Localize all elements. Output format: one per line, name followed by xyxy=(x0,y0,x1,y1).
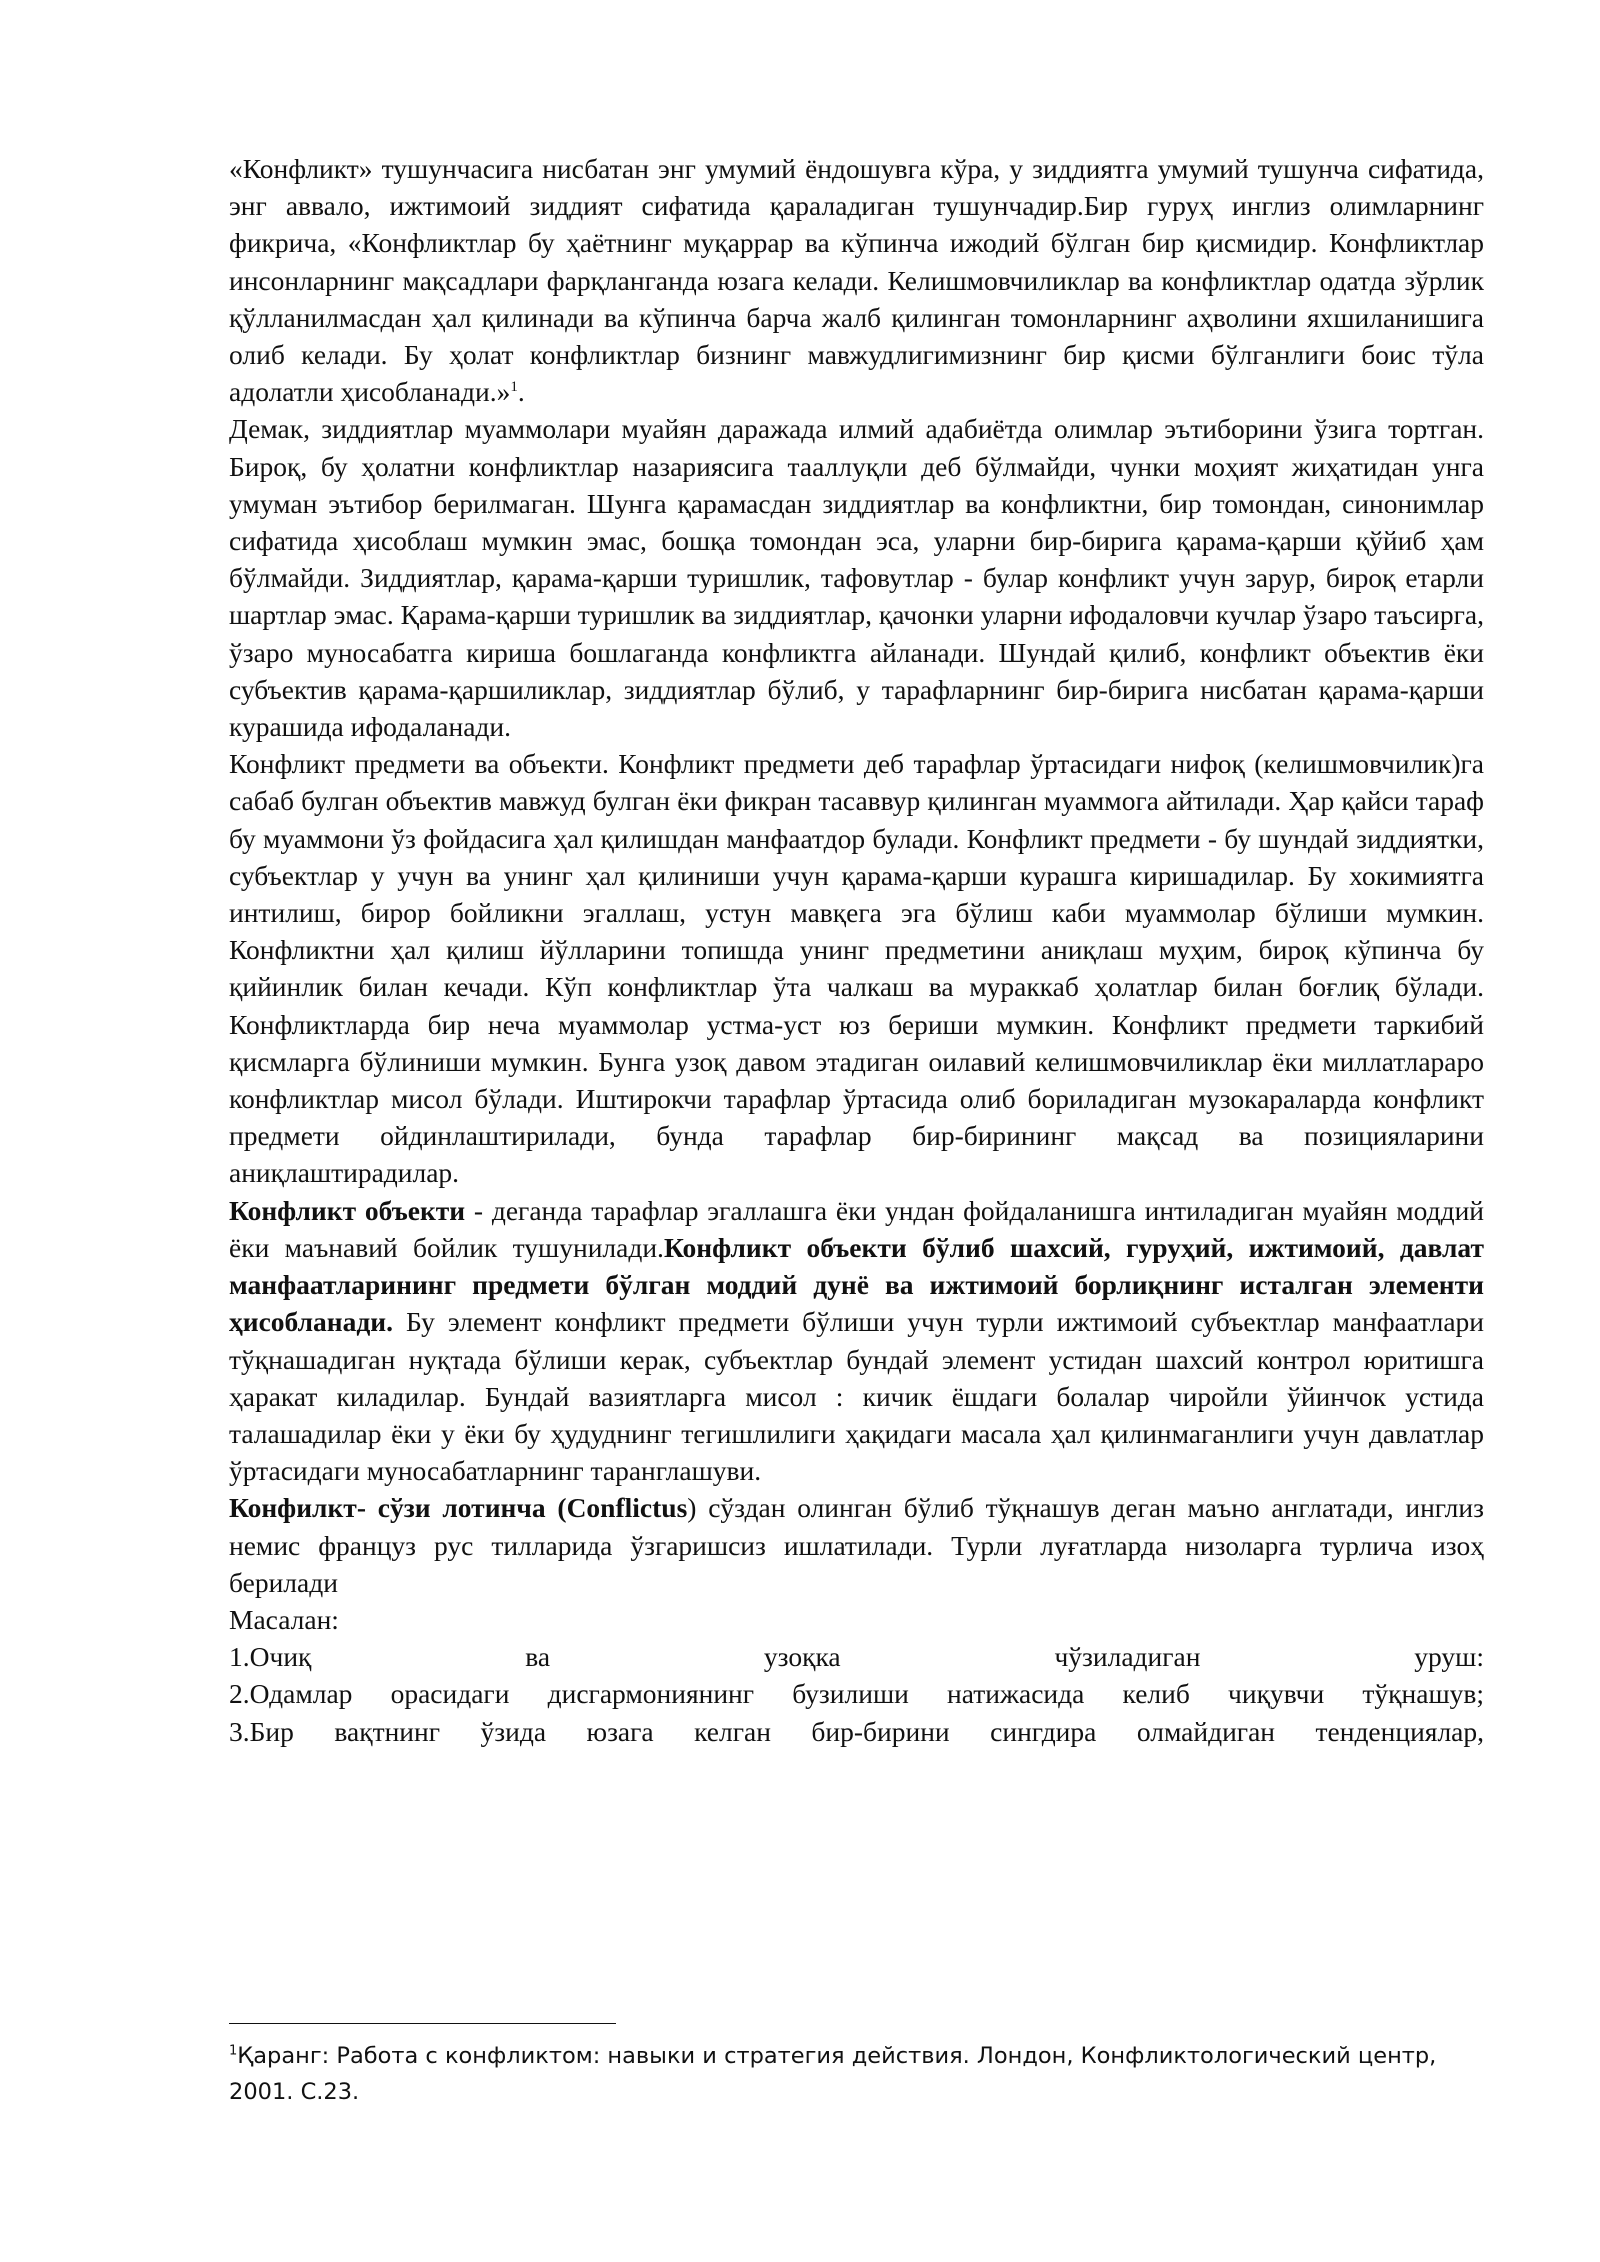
list-item-2: 2.Одамлар орасидаги дисгармониянинг бузилиши натижасида келиб чиқувчи тўқнашув; xyxy=(229,1678,1484,1710)
paragraph-etymology xyxy=(229,1489,1484,1601)
paragraph-conflict-subject: Конфликт предмети ва объекти. Конфликт предмети деб тарафлар ўртасидаги нифоқ (келишмовчилик)га сабаб булган объектив мавжуд булган ёки фикран тасаввур қилинган муаммога айтилади. Ҳар қайси тараф бу муаммони ўз фойдасига ҳал қилишдан манфаатдор булади. Конфликт предмети - бу шундай зиддиятки, субъектлар у учун ва унинг ҳал қилиниши учун қарама-қарши курашга киришадилар. Бу хокимиятга интилиш, бирор бойликни эгаллаш, устун мавқега эга бўлиш каби муаммолар бўлиши мумкин. Конфликтни ҳал қилиш йўлларини топишда унинг предметини аниқлаш муҳим, бироқ кўпинча бу қийинлик билан кечади. Кўп конфликтлар ўта чалкаш ва мураккаб ҳолатлар билан боғлиқ бўлади. Конфликтларда бир неча муаммолар устма-уст юз бериши мумкин. Конфликт предмети таркибий қисмларга бўлиниши мумкин. Бунга узоқ давом этадиган оилавий келишмовчиликлар ёки миллатлараро конфликтлар мисол бўлади. Иштирокчи тарафлар ўртасида олиб бориладиган музокараларда конфликт предмети ойдинлаштирилади, бунда тарафлар бир-бирининг мақсад ва позицияларини аниқлаштирадилар. xyxy=(229,748,1484,1189)
etymology-text: ) сўздан олинган бўлиб тўқнашув деган маъно англатади, инглиз немис француз рус тилларида ўзгаришсиз ишлатилади. Турли луғатларда низоларга турлича изоҳ берилади xyxy=(229,1492,1484,1598)
footnote-number: 1 xyxy=(229,2043,238,2059)
paragraph-1-text: «Конфликт» тушунчасига нисбатан энг умумий ёндошувга кўра, у зиддиятга умумий тушунча сифатида, энг аввало, ижтимоий зиддият сифатида қараладиган тушунчадир.Бир гуруҳ инглиз олимларнинг фикрича, «Конфликтлар бу ҳаётнинг муқаррар ва кўпинча ижодий бўлган бир қисмидир. Конфликтлар инсонларнинг мақсадлари фарқланганда юзага келади. Келишмовчиликлар ва конфликтлар одатда зўрлик қўлланилмасдан ҳал қилинади ва кўпинча барча жалб қилинган томонларнинг аҳволини яхшиланишига олиб келади. Бу ҳолат конфликтлар бизнинг мавжудлигимизнинг бир қисми бўлганлиги боис тўла адолатли ҳисобланади.» xyxy=(229,153,1484,408)
footnote-reference: 1 xyxy=(510,379,518,396)
conflict-object-definition: - деганда тарафлар эгаллашга ёки ундан фойдаланишга интиладиган муайян моддий ёки маънавий бойлик тушунилади. xyxy=(229,1194,1484,1263)
paragraph-conflict-object xyxy=(229,1192,1484,1490)
conflict-object-details: Бу элемент конфликт предмети бўлиши учун турли ижтимоий субъектлар манфаатлари тўқнашадиган нуқтада бўлиши керак, субъектлар бундай элемент устидан шахсий контрол юритишга ҳаракат киладилар. Бундай вазиятларга мисол : кичик ёшдаги болалар чиройли ўйинчок устида талашадилар ёки у ёки бу ҳудуднинг тегишлилиги ҳақидаги масала ҳал қилинмаганлиги учун давлатлар ўртасидаги муносабатларнинг таранглашуви. xyxy=(229,1306,1484,1487)
paragraph-1-end: . xyxy=(517,376,525,408)
paragraph-conflict-definition xyxy=(229,150,1484,410)
list-item-3: 3.Бир вақтнинг ўзида юзага келган бир-бирини сингдира олмайдиган тенденциялар, xyxy=(229,1715,1484,1747)
etymology-term: Конфилкт- сўзи лотинча (Conflictus xyxy=(229,1492,688,1524)
footnote-text: Қаранг: Работа с конфликтом: навыки и стратегия действия. Лондон, Конфликтологический центр, 2001. С.23. xyxy=(229,2043,1437,2105)
paragraph-contradictions: Демак, зиддиятлар муаммолари муайян даражада илмий адабиётда олимлар эътиборини ўзига тортган. Бироқ, бу ҳолатни конфликтлар назариясига тааллуқли деб бўлмайди, чунки моҳият жиҳатидан унга умуман эътибор берилмаган. Шунга қарамасдан зиддиятлар ва конфликтни, бир томондан, синонимлар сифатида ҳисоблаш мумкин эмас, бошқа томондан эса, уларни бир-бирига қарама-қарши қўйиб ҳам бўлмайди. Зиддиятлар, қарама-қарши туришлик, тафовутлар - булар конфликт учун зарур, бироқ етарли шартлар эмас. Қарама-қарши туришлик ва зиддиятлар, қачонки уларни ифодаловчи кучлар ўзаро таъсирга, ўзаро муносабатга кириша бошлаганда конфликтга айланади. Шундай қилиб, конфликт объектив ёки субъектив қарама-қаршиликлар, зиддиятлар бўлиб, у тарафларнинг бир-бирига нисбатан қарама-қарши курашида ифодаланади. xyxy=(229,413,1484,743)
main-text xyxy=(229,150,1484,1750)
footnote xyxy=(229,2038,1484,2110)
list-item-1: 1.Очиқ ва узоқка чўзиладиган уруш: xyxy=(229,1641,1484,1673)
conflict-object-term: Конфликт объекти xyxy=(229,1194,466,1226)
footnote-separator xyxy=(229,2023,616,2024)
example-label: Масалан: xyxy=(229,1603,339,1635)
conflict-object-emphasis: Конфликт объекти бўлиб шахсий, гуруҳий, ижтимоий, давлат манфаатларининг предмети бўлган моддий дунё ва ижтимоий борлиқнинг исталган элементи ҳисобланади. xyxy=(229,1231,1484,1338)
